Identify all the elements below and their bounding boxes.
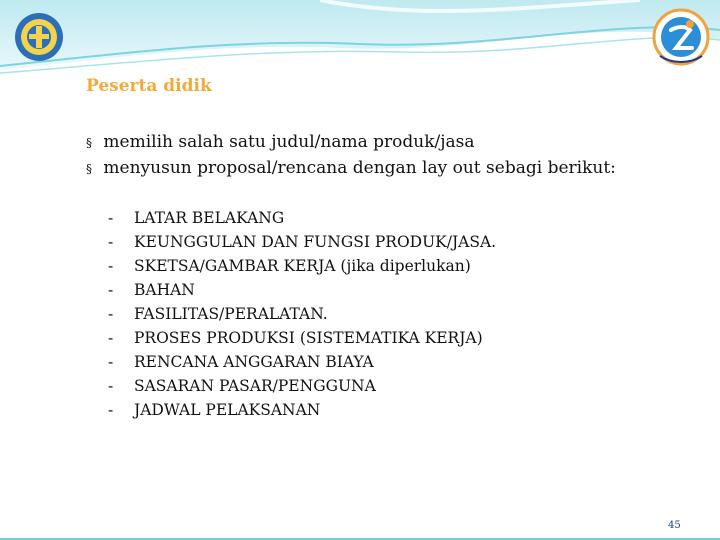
- bullet-text: menyusun proposal/rencana dengan lay out sebagi berikut:: [103, 158, 616, 178]
- bullet-marker: §: [86, 136, 92, 150]
- bullet-text: memilih salah satu judul/nama produk/jasa: [103, 132, 475, 152]
- sub-item-text: RENCANA ANGGARAN BIAYA: [134, 353, 374, 371]
- sub-item-text: BAHAN: [134, 281, 195, 299]
- header-wave-decoration: [0, 0, 720, 80]
- list-item: [108, 374, 496, 398]
- sub-item-text: FASILITAS/PERALATAN.: [134, 305, 328, 323]
- list-item: [86, 130, 616, 156]
- slide-title: Peserta didik: [86, 76, 212, 96]
- list-item: [108, 350, 496, 374]
- list-item: [108, 326, 496, 350]
- kemdikbud-emblem-icon: [14, 10, 64, 64]
- dash-marker: -: [108, 353, 114, 371]
- kurikulum-2013-logo-icon: [652, 8, 710, 70]
- list-item: [108, 254, 496, 278]
- list-item: [108, 206, 496, 230]
- dash-marker: -: [108, 233, 114, 251]
- list-item: [108, 398, 496, 422]
- sub-item-text: KEUNGGULAN DAN FUNGSI PRODUK/JASA.: [134, 233, 497, 251]
- dash-marker: -: [108, 257, 114, 275]
- dash-marker: -: [108, 401, 114, 419]
- list-item: [108, 230, 496, 254]
- dash-marker: -: [108, 305, 114, 323]
- dash-marker: -: [108, 377, 114, 395]
- sub-item-text: JADWAL PELAKSANAN: [134, 401, 321, 419]
- dash-marker: -: [108, 209, 114, 227]
- page-number: 45: [668, 520, 681, 531]
- sub-item-text: SKETSA/GAMBAR KERJA (jika diperlukan): [134, 257, 471, 275]
- list-item: [86, 156, 616, 182]
- main-bullet-list: [86, 130, 616, 182]
- sub-item-text: PROSES PRODUKSI (SISTEMATIKA KERJA): [134, 329, 483, 347]
- layout-sub-list: [108, 206, 496, 422]
- list-item: [108, 302, 496, 326]
- list-item: [108, 278, 496, 302]
- sub-item-text: LATAR BELAKANG: [134, 209, 285, 227]
- sub-item-text: SASARAN PASAR/PENGGUNA: [134, 377, 376, 395]
- dash-marker: -: [108, 281, 114, 299]
- bullet-marker: §: [86, 162, 92, 176]
- dash-marker: -: [108, 329, 114, 347]
